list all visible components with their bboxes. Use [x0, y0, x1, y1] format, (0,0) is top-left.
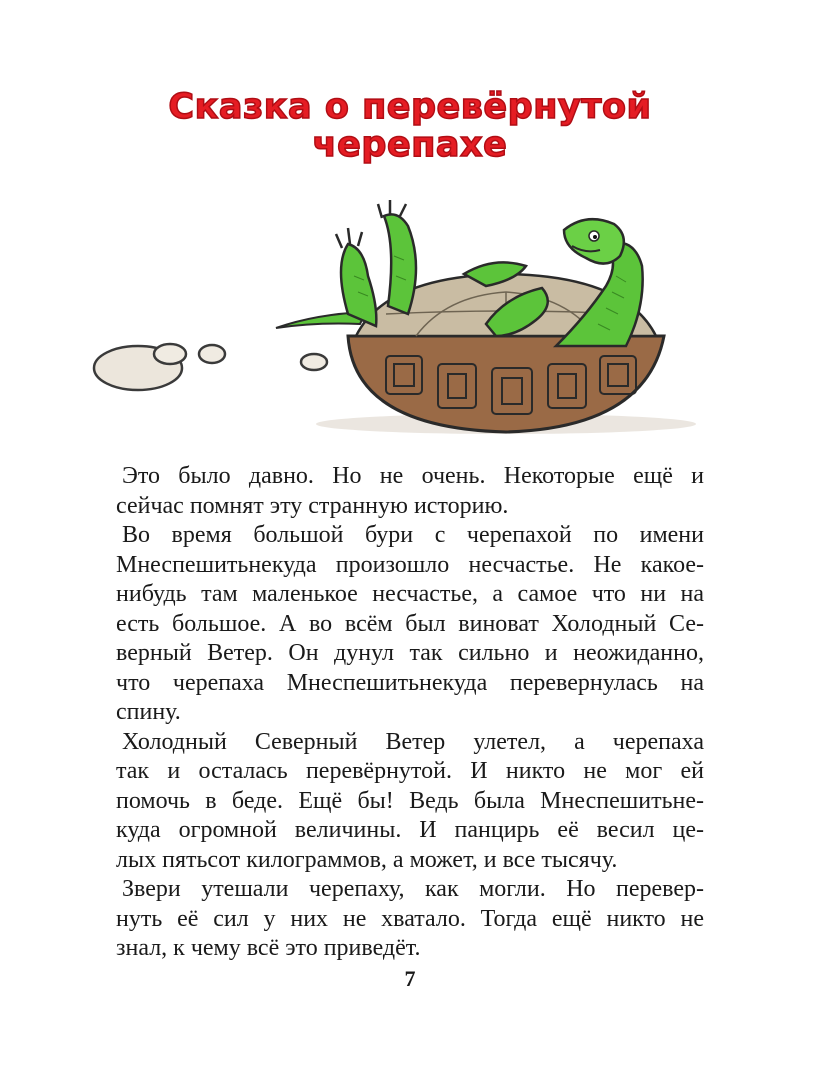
- story-title-line-2: черепахе: [312, 125, 508, 165]
- text-line: лых пятьсот килограммов, а может, и все тысячу.: [116, 846, 618, 873]
- stone: [154, 344, 186, 364]
- story-title-line-1: Сказка о перевёрнутой: [168, 87, 652, 127]
- turtle-leg: [384, 214, 416, 314]
- text-line: сейчас помнят эту странную историю.: [116, 492, 509, 519]
- stone: [199, 345, 225, 363]
- text-line: куда огромной величины. И панцирь её весил це-: [116, 817, 704, 843]
- text-line: верный Ветер. Он дунул так сильно и неожиданно,: [116, 640, 704, 666]
- text-line: Это было давно. Но не очень. Некоторые ещё и: [122, 463, 704, 489]
- text-line: так и осталась перевёрнутой. И никто не мог ей: [116, 758, 704, 784]
- text-line: что черепаха Мнеспешитьнекуда перевернулась на: [116, 669, 704, 696]
- text-line: спину.: [116, 699, 181, 725]
- text-line: знал, к чему всё это приведёт.: [116, 935, 421, 961]
- text-line: нибудь там маленькое несчастье, а самое что ни на: [116, 581, 704, 607]
- text-line: Во время большой бури с черепахой по имени: [122, 522, 704, 548]
- story-body: [116, 462, 704, 964]
- stone: [301, 354, 327, 370]
- text-line: Звери утешали черепаху, как могли. Но перевер-: [122, 876, 704, 902]
- turtle-illustration: [86, 196, 706, 446]
- page-number: 7: [404, 966, 416, 991]
- story-title: [0, 88, 820, 164]
- text-line: нуть её сил у них не хватало. Тогда ещё никто не: [116, 905, 704, 932]
- text-line: есть большое. А во всём был виноват Холодный Се-: [116, 610, 704, 637]
- text-line: Мнеспешитьнекуда произошло несчастье. Не какое-: [116, 551, 704, 578]
- text-line: Холодный Северный Ветер улетел, а черепаха: [122, 728, 704, 755]
- text-line: помочь в беде. Ещё бы! Ведь была Мнеспешитьне-: [116, 787, 704, 814]
